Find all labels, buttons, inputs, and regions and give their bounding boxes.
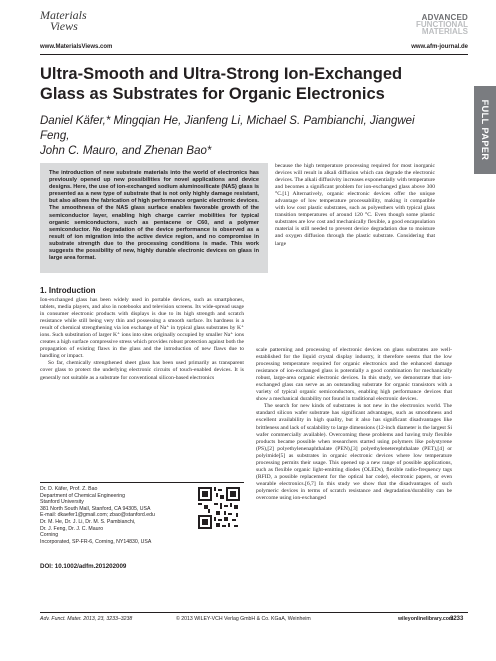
affiliation-line: 381 North South Mall, Stanford, CA 94305, USA [40, 505, 151, 512]
affiliation-line: Dr. M. He, Dr. J. Li, Dr. M. S. Pambianchi, [40, 518, 136, 525]
affiliation-divider [40, 482, 244, 483]
afm-logo-line3: MATERIALS [421, 27, 468, 36]
afm-logo [416, 14, 468, 35]
right-paragraph-1: scale patterning and processing of electronic devices on glass substrates are well-established for the liquid crystal display industry, it therefore seems that the low processing temperature required for organic electronics and the enhanced damage resistance of ion-exchanged glass is potentially a good combination for mechanically robust, large-area organic electronic devices. In this study, we demonstrate that ion-exchanged glass can serve as an outstanding substrate for organic transistors with a variety of typical organic semiconductors, enabling high performance devices that show a mechanical durability not found in traditional electronic devices. [256, 347, 452, 403]
header-divider [40, 54, 468, 55]
afm-logo-line2: FUNCTIONAL [416, 20, 468, 29]
affiliation-line: Dr. D. Käfer, Prof. Z. Bao [40, 486, 98, 492]
footer-divider [40, 612, 468, 613]
left-paragraph-2: So far, chemically strengthened sheet glass has been used primarily as transparent cover glass to protect the underlying electronic circuits of touch-enabled devices. It is generally not suitable as a substrate for conventional silicon-based electronics [40, 360, 244, 381]
logo-line-views: Views [50, 19, 78, 33]
logo-line-materials: Materials [40, 8, 87, 22]
journal-citation: Adv. Funct. Mater. 2013, 23, 3233–3238 [40, 616, 133, 622]
authors-line-1: Daniel Käfer,* Mingqian He, Jianfeng Li, Michael S. Pambianchi, Jiangwei Feng, [40, 115, 415, 142]
copyright-notice: © 2013 WILEY-VCH Verlag GmbH & Co. KGaA, Weinheim [176, 616, 311, 622]
affiliation-block [40, 486, 190, 545]
afm-logo-line1: ADVANCED [421, 13, 468, 22]
doi-link[interactable]: DOI: 10.1002/adfm.201202009 [40, 563, 127, 570]
page-number: 3233 [450, 616, 464, 622]
left-column [40, 297, 244, 382]
left-paragraph-1: Ion-exchanged glass has been widely used in portable devices, such as smartphones, tablets, media players, and also in notebooks and television screens. Its wide-spread usage in consumer electronic products with displays is due to its high strength and scratch resistance while still being very thin and possessing a smooth surface. Its hardness is a result of chemical strengthening via ion exchange of Na⁺ in typical glass substrates by K⁺ ions. Such substitution of larger K⁺ ions into sites originally occupied by smaller Na⁺ ions creates a high surface compressive stress which provides robust protection against both the propagation of existing flaws in the glass and the introduction of new flaws due to handling or impact. [40, 297, 244, 360]
wiley-online-library-link[interactable]: wileyonlinelibrary.com [398, 616, 454, 622]
right-paragraph-2: The search for new kinds of substrates is not new in the electronics world. The standard silicon wafer substrate has significant advantages, such as smoothness and excellent availability in high quality, but it also has significant disadvantages like brittleness and lack of scalability to large dimensions (12-inch diameter is the largest Si wafer commercially available). Overcoming these problems and having truly flexible products became possible when researchers started using polymers like polystyrene (PS),[2] polyethylenenaphthalate (PEN),[3] polyethyleneterephthalate (PET),[4] or polyimide[5] as substrates in organic electronic devices where low temperature processing permits their usage. This opened up a new range of possible applications, such as flexible organic light-emitting diodes (OLEDs), flexible radio-frequency tags (RFID, a possible replacement for the optical bar code), electronic papers, or even wearable electronics.[6,7] In this study we show that the disadvantages of such polymeric devices in terms of scratch resistance and degradation/durability can be overcome using ion-exchanged [256, 403, 452, 501]
qr-code-icon[interactable] [198, 487, 240, 529]
materials-views-logo [40, 10, 87, 32]
affiliation-line: Department of Chemical Engineering [40, 492, 126, 499]
abstract-box: The introduction of new substrate materials into the world of electronics has previously opened up new possibilities for novel applications and device designs. Here, the use of ion-exchanged sodium aluminosilicate (NAS) glass is presented as a new type of substrate that is not only highly damage resistant, but also allows the fabrication of high performance organic electronic devices. The smoothness of the NAS glass surface enables favorable growth of the semiconductor layer, enabling high charge carrier mobilities for typical organic semiconductors, such as pentacene or C60, and a polymer semiconductor. No degradation of the device performance is observed as a result of ion migration into the active device region, and no compromise in substrate strength due to the processing conditions is made. This work suggests the possibility of new, highly durable electronic devices on glass in large area format. [40, 163, 268, 273]
author-list [40, 114, 440, 159]
affiliation-line: Corning [40, 532, 59, 539]
afm-journal-url[interactable]: www.afm-journal.de [411, 44, 468, 50]
right-column [256, 347, 452, 502]
authors-line-2: John C. Mauro, and Zhenan Bao* [40, 145, 212, 157]
affiliation-email[interactable]: E-mail: dkaefer1@gmail.com; zbao@stanford.edu [40, 512, 155, 519]
affiliation-line: Stanford University [40, 499, 84, 506]
full-paper-tab [474, 86, 496, 174]
full-paper-label: FULL PAPER [480, 99, 490, 161]
right-column-top [275, 163, 435, 248]
affiliation-line: Incorporated, SP-FR-6, Corning, NY14830, USA [40, 538, 152, 545]
affiliation-line: Dr. J. Feng, Dr. J. C. Mauro [40, 525, 104, 532]
materials-views-url[interactable]: www.MaterialsViews.com [40, 44, 113, 50]
right-top-paragraph: because the high temperature processing required for most inorganic devices will result in alkali diffusion which can degrade the electronic devices. The alkali diffusivity increases exponentially with temperature and becomes a significant problem for ion-exchanged glass above 300 °C.[1] Alternatively, organic electronic devices offer the unique advantage of low temperature processability, making it compatible with low cost plastic substrates, such as polyesthers with typical glass transition temperatures of around 120 °C. Even though some plastic substrates are low cost and mechanically flexible, a good encapsulation material is still needed to prevent device degradation due to moisture and oxygen diffusion through the plastic substrate. Considering that large [275, 163, 435, 247]
section-heading-introduction: 1. Introduction [40, 286, 96, 295]
article-title: Ultra-Smooth and Ultra-Strong Ion-Exchanged Glass as Substrates for Organic Electronics [40, 65, 403, 103]
